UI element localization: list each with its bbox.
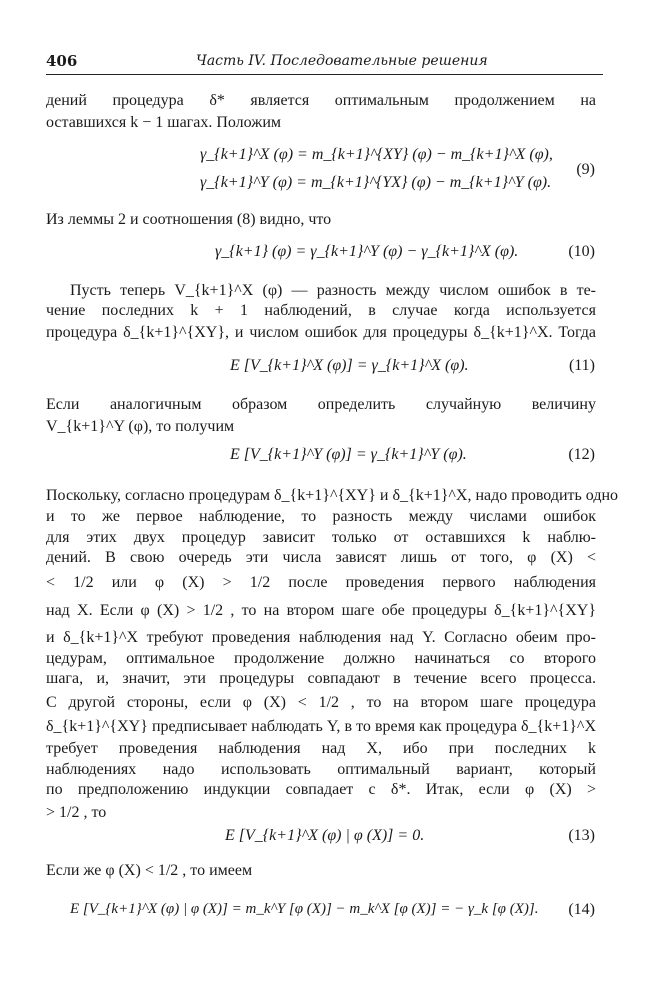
text-line: и то же первое наблюдение, то разность между числами ошибок xyxy=(46,508,596,525)
text-line: С другой стороны, если φ (X) < 1/2 , то на втором шаге процедура xyxy=(46,694,596,711)
text-line: дений процедура δ* является оптимальным продолжением на xyxy=(46,92,596,109)
equation: γ_{k+1} (φ) = γ_{k+1}^Y (φ) − γ_{k+1}^X (φ). xyxy=(215,243,519,260)
text-line: для этих двух процедур зависит только от оставшихся k наблю- xyxy=(46,529,596,546)
text-line: V_{k+1}^Y (φ), то получим xyxy=(46,418,235,435)
equation-number: (11) xyxy=(568,357,595,374)
text-line: Из леммы 2 и соотношения (8) видно, что xyxy=(46,211,332,228)
equation: E [V_{k+1}^Y (φ)] = γ_{k+1}^Y (φ). xyxy=(230,446,467,463)
text-line: шага, и, значит, эти процедуры совпадают в течение всего процесса. xyxy=(46,670,596,687)
equation: γ_{k+1}^X (φ) = m_{k+1}^{XY} (φ) − m_{k+1}^X (φ), xyxy=(200,146,553,163)
equation-number: (9) xyxy=(576,161,595,178)
equation-number: (12) xyxy=(568,446,595,463)
equation: γ_{k+1}^Y (φ) = m_{k+1}^{YX} (φ) − m_{k+1}^Y (φ). xyxy=(200,174,552,191)
text-line: по предположению индукции совпадает с δ*. Итак, если φ (X) > xyxy=(46,781,596,798)
equation-number: (14) xyxy=(568,901,595,918)
text-line: Если же φ (X) < 1/2 , то имеем xyxy=(46,862,253,879)
running-header xyxy=(46,50,603,75)
text-line: δ_{k+1}^{XY} предписывает наблюдать Y, в то время как процедура δ_{k+1}^X xyxy=(46,718,596,735)
text-line: оставшихся k − 1 шагах. Положим xyxy=(46,114,282,131)
text-line: > 1/2 , то xyxy=(46,804,107,821)
text-line: Пусть теперь V_{k+1}^X (φ) — разность между числом ошибок в те- xyxy=(70,282,596,299)
text-line: Если аналогичным образом определить случайную величину xyxy=(46,396,596,413)
text-line: требует проведения наблюдения над X, ибо при последних k xyxy=(46,740,596,757)
equation: E [V_{k+1}^X (φ) | φ (X)] = m_k^Y [φ (X)] − m_k^X [φ (X)] = − γ_k [φ (X)]. xyxy=(70,901,539,917)
page-number: 406 xyxy=(46,52,78,70)
equation-number: (10) xyxy=(568,243,595,260)
equation-number: (13) xyxy=(568,827,595,844)
text-line: < 1/2 или φ (X) > 1/2 после проведения первого наблюдения xyxy=(46,574,596,591)
text-line: и δ_{k+1}^X требуют проведения наблюдения над Y. Согласно обеим про- xyxy=(46,629,596,646)
text-line: процедура δ_{k+1}^{XY}, и числом ошибок для процедуры δ_{k+1}^X. Тогда xyxy=(46,324,596,341)
text-line: чение последних k + 1 наблюдений, в случае когда используется xyxy=(46,302,596,319)
text-line: Поскольку, согласно процедурам δ_{k+1}^{XY} и δ_{k+1}^X, надо проводить одно xyxy=(46,487,619,504)
text-line: над X. Если φ (X) > 1/2 , то на втором шаге обе процедуры δ_{k+1}^{XY} xyxy=(46,602,596,619)
text-line: дений. В свою очередь эти числа зависят лишь от того, φ (X) < xyxy=(46,549,596,566)
text-line: цедурам, оптимальное продолжение должно начинаться со второго xyxy=(46,650,596,667)
equation: E [V_{k+1}^X (φ) | φ (X)] = 0. xyxy=(225,827,425,844)
text-line: наблюдениях надо использовать оптимальный вариант, который xyxy=(46,761,596,778)
equation: E [V_{k+1}^X (φ)] = γ_{k+1}^X (φ). xyxy=(230,357,469,374)
running-title: Часть IV. Последовательные решения xyxy=(196,53,488,69)
